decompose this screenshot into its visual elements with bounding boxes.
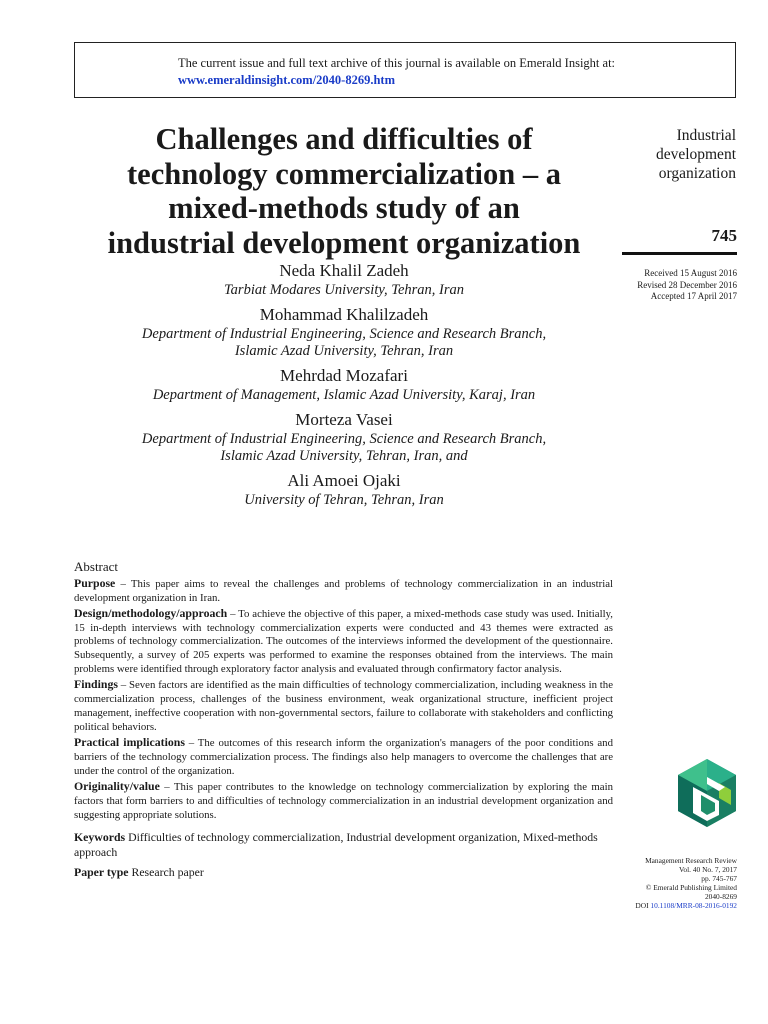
author-name: Mehrdad Mozafari xyxy=(280,366,408,385)
findings-label: Findings xyxy=(74,677,118,692)
author-block xyxy=(74,365,614,404)
author-affiliation: Department of Industrial Engineering, Science and Research Branch, xyxy=(141,326,547,342)
author-name: Mohammad Khalilzadeh xyxy=(259,305,429,324)
doi-link[interactable]: 10.1108/MRR-08-2016-0192 xyxy=(650,901,737,910)
findings-text: – Seven factors are identified as the main difficulties of technology commercialization, including weakness in the commercialization process, challenges of the business environment, weak organizational structure, inefficient project management, ineffective cooperation with non-governmental sectors, failure to collaborate with stakeholders and conflicting political behaviors. xyxy=(74,679,613,733)
section-line: organization xyxy=(658,165,736,182)
author-block xyxy=(74,470,614,509)
author-block xyxy=(74,409,614,465)
paper-title xyxy=(74,122,614,260)
title-line: mixed-methods study of an xyxy=(168,191,520,225)
doi xyxy=(600,901,737,910)
design-text: – To achieve the objective of this paper, a mixed-methods case study was used. Initially, 15 in-depth interviews with technology commercialization experts were conducted and 43 themes were extracted as problems of technology commercialization. The outcomes of the interviews informed the development of the questionnaire. Subsequently, a survey of 205 experts was performed to examine the responses obtained from the interviews. The main problems were identified through exploratory factor analysis and evaluated through confirmatory factor analysis. xyxy=(74,607,613,676)
purpose-label: Purpose xyxy=(74,575,116,590)
abstract-design xyxy=(74,607,613,677)
author-affiliation: Department of Industrial Engineering, Science and Research Branch, xyxy=(141,431,547,447)
accepted-date: Accepted 17 April 2017 xyxy=(650,291,737,301)
revised-date: Revised 28 December 2016 xyxy=(637,279,737,290)
publisher: © Emerald Publishing Limited xyxy=(645,883,737,892)
author-name: Neda Khalil Zadeh xyxy=(279,261,409,280)
journal-name: Management Research Review xyxy=(645,856,737,865)
originality-label: Originality/value xyxy=(74,778,160,793)
practical-text: – The outcomes of this research inform the organization's managers of the poor conditions and barriers of the technology commercialization process. The findings also help managers to overcome the challenges that are under the control of the organization. xyxy=(74,737,613,777)
journal-volume: Vol. 40 No. 7, 2017 xyxy=(679,865,737,874)
section-line: Industrial xyxy=(676,127,736,144)
received-date: Received 15 August 2016 xyxy=(644,268,737,278)
title-line: Challenges and difficulties of xyxy=(155,122,533,156)
abstract-originality xyxy=(74,780,613,822)
keywords-text: Difficulties of technology commercialization, Industrial development organization, Mixed-methods approach xyxy=(74,830,598,860)
author-affiliation: University of Tehran, Tehran, Iran xyxy=(244,492,444,508)
author-name: Ali Amoei Ojaki xyxy=(287,471,401,490)
author-name: Morteza Vasei xyxy=(295,410,393,429)
author-list xyxy=(74,260,614,509)
section-line: development xyxy=(655,146,736,163)
paper-type-text: Research paper xyxy=(128,865,204,880)
author-affiliation: Department of Management, Islamic Azad University, Karaj, Iran xyxy=(152,387,536,403)
journal-info xyxy=(600,856,737,910)
submission-dates xyxy=(600,268,737,303)
abstract-findings xyxy=(74,678,613,734)
design-label: Design/methodology/approach xyxy=(74,605,228,620)
author-affiliation: Islamic Azad University, Tehran, Iran xyxy=(234,343,454,359)
notice-text: The current issue and full text archive of this journal is available on Emerald Insight at: xyxy=(178,56,616,70)
author-block xyxy=(74,304,614,360)
abstract-heading: Abstract xyxy=(74,559,119,574)
paper-type-label: Paper type xyxy=(74,865,129,880)
doi-label: DOI xyxy=(635,901,649,910)
practical-label: Practical implications xyxy=(74,735,185,750)
author-affiliation: Islamic Azad University, Tehran, Iran, and xyxy=(220,448,468,464)
journal-url-link[interactable]: www.emeraldinsight.com/2040-8269.htm xyxy=(178,73,395,87)
author-block xyxy=(74,260,614,299)
section-name xyxy=(620,126,736,183)
keywords xyxy=(74,830,613,860)
issn: 2040-8269 xyxy=(704,892,737,901)
title-line: technology commercialization – a xyxy=(127,156,561,191)
abstract-section xyxy=(74,560,613,882)
page-number: 745 xyxy=(711,226,737,245)
journal-pages: pp. 745-767 xyxy=(701,874,737,883)
journal-availability-notice xyxy=(74,42,736,98)
author-affiliation: Tarbiat Modares University, Tehran, Iran xyxy=(223,282,465,298)
purpose-text: – This paper aims to reveal the challenges and problems of technology commercialization in an industrial development organization in Iran. xyxy=(74,577,613,604)
abstract-purpose xyxy=(74,577,613,606)
emerald-publishing-logo-icon xyxy=(675,757,739,829)
originality-text: – This paper contributes to the knowledge on technology commercialization by exploring the main factors that form barriers to and difficulties of technology commercialization in an industrial development organization and suggesting appropriate solutions. xyxy=(74,780,613,821)
abstract-practical xyxy=(74,736,613,778)
title-rule xyxy=(622,252,737,255)
keywords-label: Keywords xyxy=(74,830,126,845)
title-line: industrial development organization xyxy=(107,225,581,260)
paper-type xyxy=(74,866,613,880)
